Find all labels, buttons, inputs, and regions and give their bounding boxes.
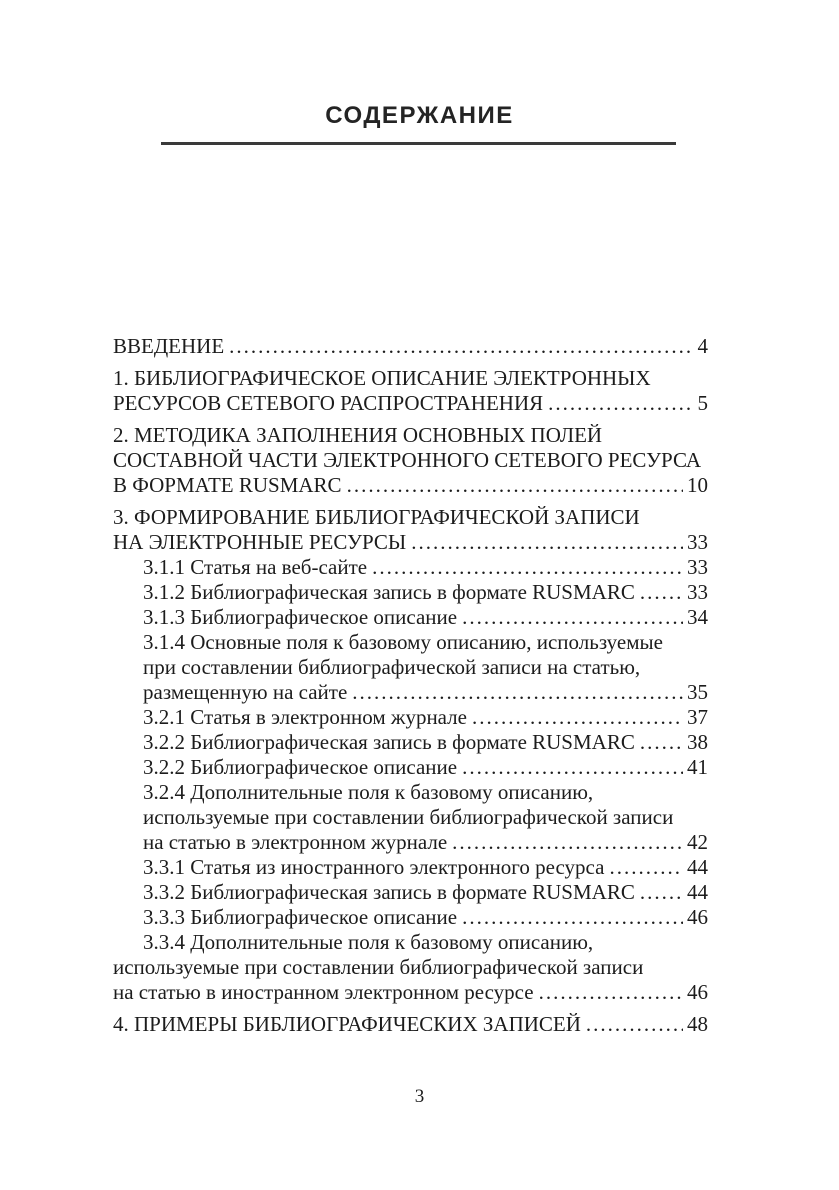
toc-entry-page-number: 34	[687, 605, 708, 629]
toc-line	[113, 1012, 708, 1037]
toc-entry-page-number: 35	[687, 680, 708, 704]
toc-line	[113, 423, 708, 448]
toc-entry-text: 3.3.1 Статья из иностранного электронного ресурса	[143, 855, 605, 879]
dot-leader	[548, 391, 693, 416]
toc-line	[113, 880, 708, 905]
toc-entry-text: при составлении библиографической записи на статью,	[143, 655, 641, 679]
dot-leader	[411, 530, 683, 555]
toc-line	[113, 980, 708, 1005]
toc-item	[113, 505, 708, 555]
toc-entry-text: 2. МЕТОДИКА ЗАПОЛНЕНИЯ ОСНОВНЫХ ПОЛЕЙ	[113, 423, 603, 447]
dot-leader	[462, 755, 683, 780]
toc-item	[113, 930, 708, 1005]
page-title: СОДЕРЖАНИЕ	[325, 102, 514, 129]
title-underline	[161, 142, 676, 145]
dot-leader	[452, 830, 683, 855]
toc-entry-text: используемые при составлении библиографической записи	[113, 955, 644, 979]
toc-entry-text: на статью в электронном журнале	[143, 830, 448, 854]
dot-leader	[229, 334, 693, 359]
toc-entry-text: 3.3.2 Библиографическая запись в формате RUSMARC	[143, 880, 635, 904]
toc-line	[113, 705, 708, 730]
toc-entry-page-number: 46	[687, 980, 708, 1004]
dot-leader	[347, 473, 683, 498]
toc-item	[113, 705, 708, 730]
toc-item	[113, 1012, 708, 1037]
toc-entry-page-number: 33	[687, 580, 708, 604]
toc-line	[113, 955, 708, 980]
dot-leader	[640, 730, 683, 755]
toc-line	[113, 855, 708, 880]
toc-entry-page-number: 5	[697, 391, 708, 415]
toc-entry-text: 3.2.2 Библиографическое описание	[143, 755, 458, 779]
toc-item	[113, 880, 708, 905]
toc-entry-page-number: 48	[687, 1012, 708, 1036]
toc-item	[113, 423, 708, 498]
toc-entry-page-number: 33	[687, 530, 708, 554]
toc-line	[113, 530, 708, 555]
toc-entry-text: 1. БИБЛИОГРАФИЧЕСКОЕ ОПИСАНИЕ ЭЛЕКТРОННЫХ	[113, 366, 651, 390]
toc-entry-page-number: 41	[687, 755, 708, 779]
toc-entry-text: СОСТАВНОЙ ЧАСТИ ЭЛЕКТРОННОГО СЕТЕВОГО РЕСУРСА	[113, 448, 702, 472]
toc-entry-text: 3.3.4 Дополнительные поля к базовому описанию,	[143, 930, 594, 954]
toc-entry-text: 3.1.3 Библиографическое описание	[143, 605, 458, 629]
toc-entry-page-number: 38	[687, 730, 708, 754]
toc-line	[113, 805, 708, 830]
toc-entry-text: 3.2.4 Дополнительные поля к базовому описанию,	[143, 780, 594, 804]
dot-leader	[586, 1012, 683, 1037]
toc-line	[113, 655, 708, 680]
toc-item	[113, 605, 708, 630]
toc-entry-page-number: 42	[687, 830, 708, 854]
toc-entry-text: В ФОРМАТЕ RUSMARC	[113, 473, 342, 497]
dot-leader	[352, 680, 683, 705]
toc-line	[113, 905, 708, 930]
toc-entry-text: на статью в иностранном электронном ресурсе	[113, 980, 534, 1004]
toc-item	[113, 855, 708, 880]
toc-item	[113, 334, 708, 359]
toc-line	[113, 366, 708, 391]
toc-list	[113, 334, 708, 1037]
toc-entry-text: 3.2.2 Библиографическая запись в формате RUSMARC	[143, 730, 635, 754]
dot-leader	[609, 855, 683, 880]
toc-entry-page-number: 37	[687, 705, 708, 729]
toc-line	[113, 334, 708, 359]
toc-line	[113, 680, 708, 705]
toc-entry-text: размещенную на сайте	[143, 680, 348, 704]
dot-leader	[472, 705, 683, 730]
page-number: 3	[414, 1086, 425, 1107]
toc-entry-text: используемые при составлении библиографической записи	[143, 805, 674, 829]
toc-line	[113, 505, 708, 530]
toc-entry-page-number: 33	[687, 555, 708, 579]
toc-item	[113, 755, 708, 780]
toc-entry-text: 3.3.3 Библиографическое описание	[143, 905, 458, 929]
toc-item	[113, 905, 708, 930]
toc-line	[113, 605, 708, 630]
toc-entry-text: 3.1.1 Статья на веб-сайте	[143, 555, 368, 579]
toc-entry-page-number: 4	[697, 334, 708, 358]
toc-line	[113, 730, 708, 755]
toc-entry-text: РЕСУРСОВ СЕТЕВОГО РАСПРОСТРАНЕНИЯ	[113, 391, 544, 415]
toc-item	[113, 630, 708, 705]
toc-item	[113, 555, 708, 580]
toc-line	[113, 391, 708, 416]
toc-entry-text: ВВЕДЕНИЕ	[113, 334, 225, 358]
toc-item	[113, 780, 708, 855]
dot-leader	[539, 980, 683, 1005]
toc-item	[113, 730, 708, 755]
dot-leader	[462, 905, 683, 930]
toc-line	[113, 555, 708, 580]
toc-entry-text: 4. ПРИМЕРЫ БИБЛИОГРАФИЧЕСКИХ ЗАПИСЕЙ	[113, 1012, 581, 1036]
toc-entry-text: 3.1.4 Основные поля к базовому описанию, используемые	[143, 630, 663, 654]
toc-line	[113, 930, 708, 955]
dot-leader	[640, 580, 683, 605]
toc-line	[113, 780, 708, 805]
toc-entry-text: 3. ФОРМИРОВАНИЕ БИБЛИОГРАФИЧЕСКОЙ ЗАПИСИ	[113, 505, 640, 529]
toc-line	[113, 448, 708, 473]
toc-entry-text: 3.2.1 Статья в электронном журнале	[143, 705, 467, 729]
toc-entry-page-number: 44	[687, 855, 708, 879]
toc-entry-page-number: 10	[687, 473, 708, 497]
toc-line	[113, 755, 708, 780]
toc-item	[113, 366, 708, 416]
dot-leader	[640, 880, 683, 905]
toc-line	[113, 630, 708, 655]
toc-entry-page-number: 44	[687, 880, 708, 904]
toc-item	[113, 580, 708, 605]
toc-entry-page-number: 46	[687, 905, 708, 929]
dot-leader	[372, 555, 683, 580]
toc-line	[113, 580, 708, 605]
dot-leader	[462, 605, 683, 630]
toc-line	[113, 473, 708, 498]
toc-line	[113, 830, 708, 855]
toc-entry-text: НА ЭЛЕКТРОННЫЕ РЕСУРСЫ	[113, 530, 407, 554]
toc-entry-text: 3.1.2 Библиографическая запись в формате RUSMARC	[143, 580, 635, 604]
